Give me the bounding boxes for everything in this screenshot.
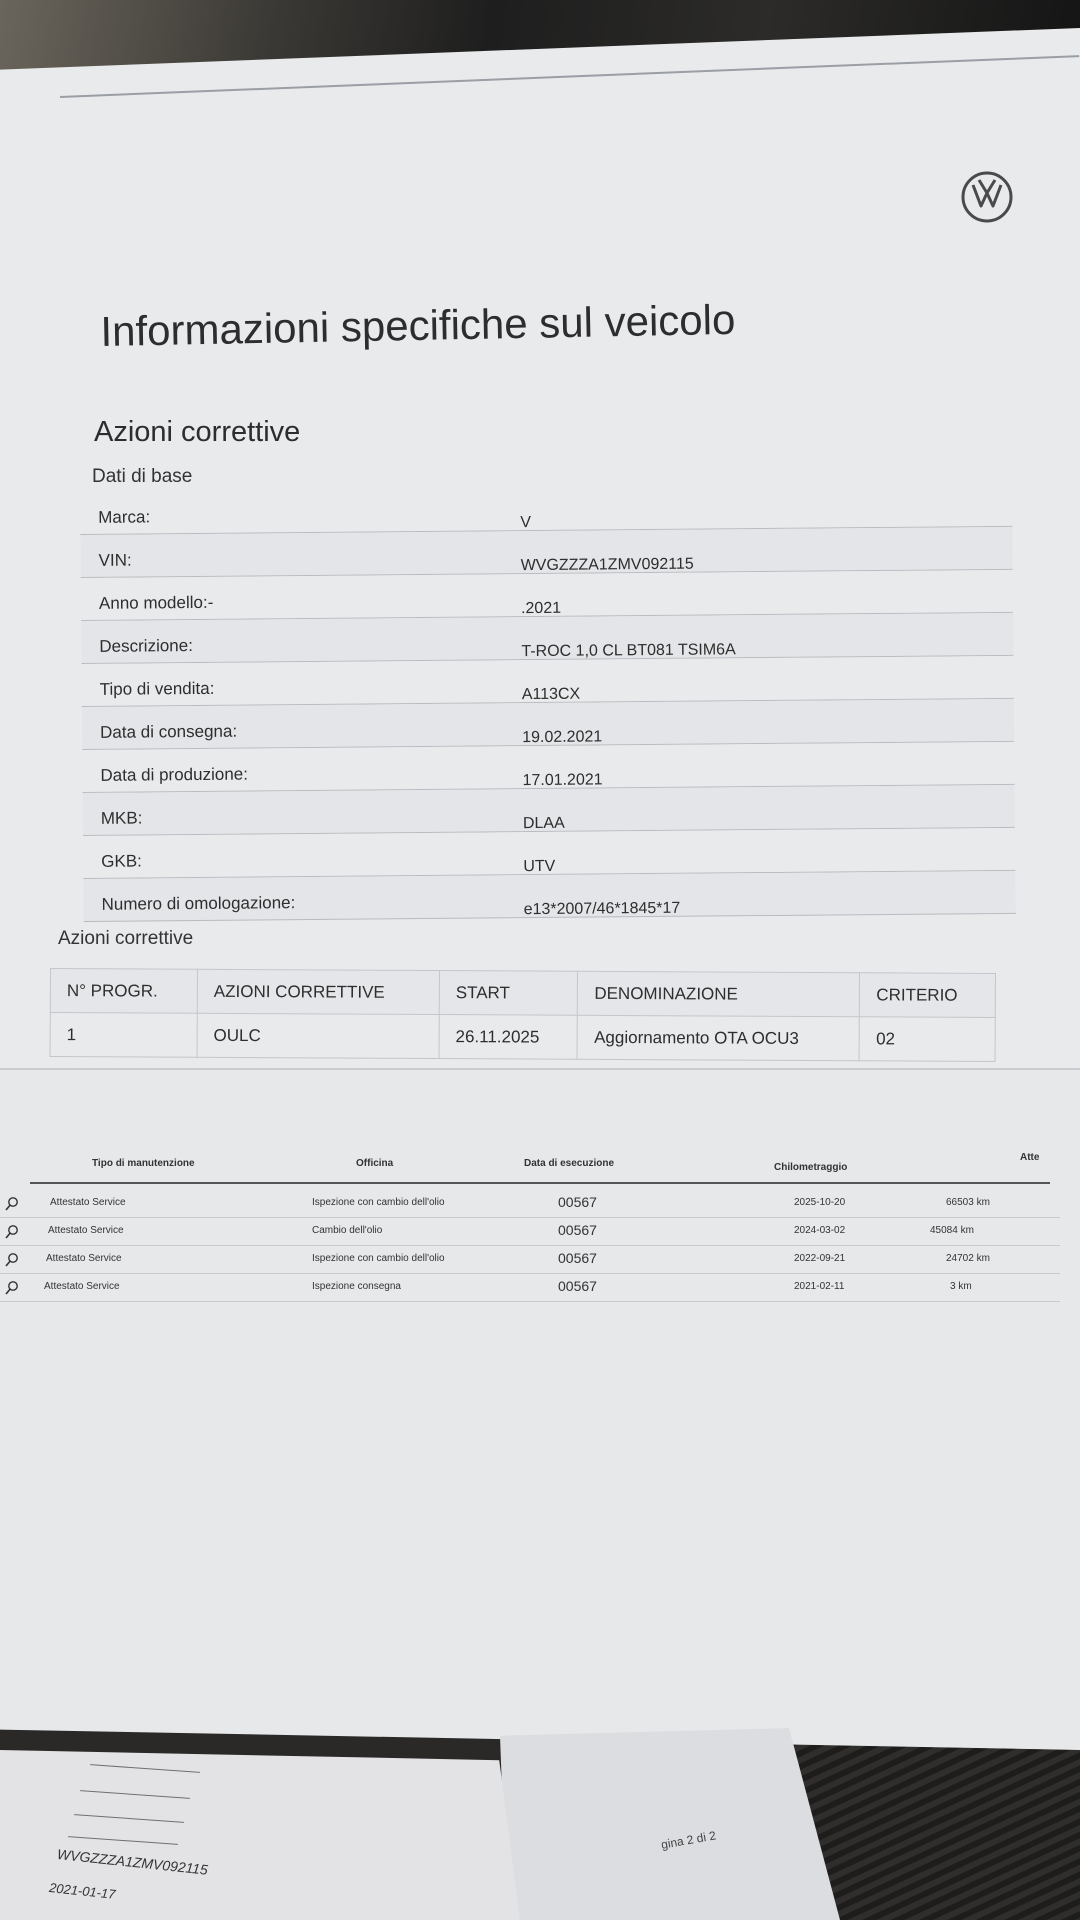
base-data-table bbox=[80, 484, 1016, 922]
column-header: DENOMINAZIONE bbox=[578, 971, 860, 1016]
data-value: A113CX bbox=[521, 685, 581, 704]
data-value: e13*2007/46*1845*17 bbox=[523, 899, 681, 919]
maintenance-header-atte: Atte bbox=[1020, 1152, 1040, 1163]
envelope-vin: WVGZZZA1ZMV092115 bbox=[56, 1846, 209, 1878]
table-row bbox=[0, 1190, 1060, 1218]
column-header: N° PROGR. bbox=[50, 969, 197, 1014]
maintenance-header-workshop: Officina bbox=[356, 1158, 394, 1169]
maintenance-code: 00567 bbox=[558, 1222, 597, 1238]
maintenance-date: 2025-10-20 bbox=[794, 1197, 846, 1208]
data-value: V bbox=[520, 514, 532, 532]
maintenance-type: Attestato Service bbox=[44, 1281, 120, 1292]
data-label: Anno modello:- bbox=[98, 592, 214, 613]
magnifier-icon[interactable] bbox=[4, 1280, 20, 1296]
column-header: CRITERIO bbox=[860, 973, 996, 1018]
table-cell: Aggiornamento OTA OCU3 bbox=[577, 1015, 859, 1060]
maintenance-type: Attestato Service bbox=[46, 1253, 122, 1264]
data-value: .2021 bbox=[520, 599, 562, 618]
data-value: UTV bbox=[523, 857, 556, 876]
data-label: Data di produzione: bbox=[100, 764, 248, 785]
maintenance-km: 3 km bbox=[950, 1281, 972, 1292]
maintenance-header-rule bbox=[30, 1182, 1050, 1184]
actions-title: Azioni correttive bbox=[58, 928, 194, 949]
section-title: Azioni correttive bbox=[94, 416, 301, 448]
table-header-row bbox=[50, 969, 995, 1018]
column-header: START bbox=[439, 971, 578, 1016]
maintenance-km: 45084 km bbox=[930, 1225, 974, 1236]
data-label: MKB: bbox=[100, 808, 143, 828]
maintenance-km: 24702 km bbox=[946, 1253, 990, 1264]
maintenance-type: Attestato Service bbox=[48, 1225, 124, 1236]
maintenance-date: 2021-02-11 bbox=[794, 1281, 845, 1292]
data-value: 17.01.2021 bbox=[522, 771, 603, 790]
table-row bbox=[0, 1246, 1060, 1274]
data-label: Descrizione: bbox=[99, 636, 193, 656]
base-data-title: Dati di base bbox=[92, 466, 193, 487]
page-number: gina 2 di 2 bbox=[660, 1828, 717, 1852]
bottom-paper bbox=[500, 1728, 840, 1920]
table-row bbox=[0, 1274, 1060, 1302]
magnifier-icon[interactable] bbox=[4, 1196, 20, 1212]
table-row bbox=[50, 1013, 995, 1062]
vw-logo-icon bbox=[960, 170, 1014, 224]
maintenance-type: Attestato Service bbox=[50, 1197, 126, 1208]
maintenance-km: 66503 km bbox=[946, 1197, 990, 1208]
maintenance-sheet bbox=[0, 1070, 1080, 1750]
data-value: WVGZZZA1ZMV092115 bbox=[520, 555, 694, 575]
data-label: Numero di omologazione: bbox=[101, 893, 296, 914]
data-value: T-ROC 1,0 CL BT081 TSIM6A bbox=[521, 641, 736, 661]
table-row bbox=[0, 1218, 1060, 1246]
maintenance-date: 2022-09-21 bbox=[794, 1253, 846, 1264]
page-title: Informazioni specifiche sul veicolo bbox=[100, 295, 736, 355]
maintenance-workshop: Cambio dell'olio bbox=[312, 1225, 383, 1236]
data-label: GKB: bbox=[101, 851, 142, 871]
data-label: Data di consegna: bbox=[100, 721, 238, 742]
data-value: DLAA bbox=[522, 814, 565, 833]
maintenance-header-date: Data di esecuzione bbox=[524, 1158, 615, 1169]
actions-table bbox=[50, 968, 996, 1062]
data-value: 19.02.2021 bbox=[522, 728, 603, 747]
magnifier-icon[interactable] bbox=[4, 1224, 20, 1240]
data-label: Tipo di vendita: bbox=[99, 678, 215, 699]
column-header: AZIONI CORRETTIVE bbox=[197, 969, 439, 1014]
maintenance-header-km: Chilometraggio bbox=[774, 1162, 848, 1173]
table-cell: 26.11.2025 bbox=[439, 1015, 578, 1060]
maintenance-workshop: Ispezione con cambio dell'olio bbox=[312, 1253, 445, 1264]
maintenance-header-type: Tipo di manutenzione bbox=[92, 1158, 195, 1169]
magnifier-icon[interactable] bbox=[4, 1252, 20, 1268]
maintenance-code: 00567 bbox=[558, 1278, 597, 1294]
data-row-homologation bbox=[83, 871, 1015, 922]
data-label: Marca: bbox=[98, 507, 151, 527]
table-cell: 1 bbox=[50, 1013, 197, 1058]
envelope-date: 2021-01-17 bbox=[48, 1880, 117, 1902]
maintenance-code: 00567 bbox=[558, 1194, 597, 1210]
maintenance-workshop: Ispezione con cambio dell'olio bbox=[312, 1197, 445, 1208]
data-label: VIN: bbox=[98, 550, 132, 570]
table-cell: 02 bbox=[859, 1017, 995, 1062]
maintenance-date: 2024-03-02 bbox=[794, 1225, 846, 1236]
table-cell: OULC bbox=[197, 1013, 439, 1058]
maintenance-workshop: Ispezione consegna bbox=[312, 1281, 401, 1292]
maintenance-code: 00567 bbox=[558, 1250, 597, 1266]
